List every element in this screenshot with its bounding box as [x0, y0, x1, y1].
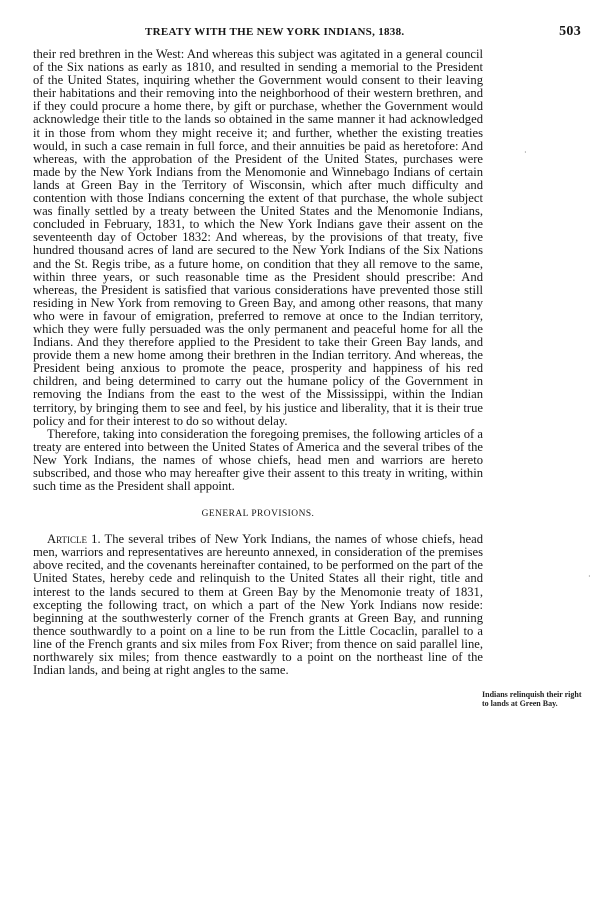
print-speck: · — [588, 572, 591, 581]
paragraph-therefore: Therefore, taking into consideration the foregoing premises, the following articles of a treaty are entered into between the United States of America and the several tribes of the New York Indians, the names of whose chiefs, head men and warriors are hereto subscribed, and those who may hereafter give their assent to this treaty in writing, within such time as the President shall appoint. — [33, 426, 483, 494]
print-speck: · — [524, 148, 527, 157]
page-body — [33, 48, 483, 677]
section-heading: GENERAL PROVISIONS. — [201, 509, 315, 520]
running-title: TREATY WITH THE NEW YORK INDIANS, 1838. — [145, 26, 405, 38]
page-number: 503 — [559, 24, 581, 39]
article-1-text: The several tribes of New York Indians, the names of whose chiefs, head men, warriors and representatives are hereunto annexed, in consideration of the premises above recited, and the covenants hereinafter contained, to be performed on the part of the United States, hereby cede and relinquish to the United States all their right, title and interest to the lands secured to them at Green Bay by the Menomonie treaty of 1831, excepting the following tract, on which a part of the New York Indians now reside: beginning at the southwesterly corner of the French grants at Green Bay, and running thence southwardly to a point on a line to be run from the Little Cocaclin, parallel to a line of the French grants and six miles from Fox River; from thence on said parallel line, northwarely six miles; from thence eastwardly to a point on the northeast line of the Indian lands, and being at right angles to the same. — [33, 532, 483, 678]
running-header — [33, 24, 581, 42]
paragraph-preamble: their red brethren in the West: And whereas this subject was agitated in a general council of the Six nations as early as 1810, and resulted in sending a memorial to the President of the United States, inquiring whether the Government would consent to their leaving their habitations and their removing into the neighborhood of their western brethren, and if they could procure a home there, by gift or purchase, whether the Government would acknowledge their title to the lands so obtained in the same manner it had acknowledged it in those from whom they might receive it; and further, whether the existing treaties would, in such a case remain in full force, and their annuities be paid as heretofore: And whereas, with the approbation of the President of the United States, purchases were made by the New York Indians from the Menomonie and Winnebago Indians of certain lands at Green Bay in the Territory of Wisconsin, which after much difficulty and contention with those Indians concerning the extent of that purchase, the whole subject was finally settled by a treaty between the United States and the Menomonie Indians, concluded in February, 1831, to which the New York Indians gave their assent on the seventeenth day of October 1832: And whereas, by the provisions of that treaty, five hundred thousand acres of land are secured to the New York Indians of the Six Nations and the St. Regis tribe, as a future home, on condition that they all remove to the same, within three years, or such reasonable time as the President should prescribe: And whereas, the President is satisfied that various considerations have prevented those still residing in New York from removing to Green Bay, and among other reasons, that many who were in favour of emigration, preferred to remove at once to the Indian territory, which they were fully persuaded was the only permanent and peaceful home for all the Indians. And they therefore applied to the President to take their Green Bay lands, and provide them a new home among their brethren in the Indian territory. And whereas, the President being anxious to promote the peace, prosperity and happiness of his red children, and being determined to carry out the humane policy of the Government in removing the Indians from the east to the west of the Mississippi, within the Indian territory, by bringing them to see and feel, by his justice and liberality, that it is their true policy and for their interest to do so without delay. — [33, 47, 483, 428]
article-label: Article 1. — [47, 532, 101, 547]
article-1 — [33, 533, 483, 677]
margin-note: Indians relinquish their right to lands at Green Bay. — [482, 690, 582, 708]
